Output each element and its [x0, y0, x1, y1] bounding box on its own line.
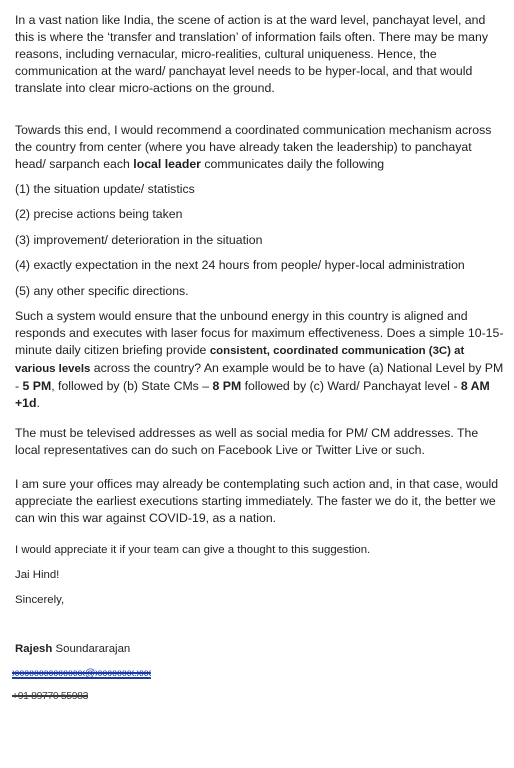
list-item: (2) precise actions being taken: [15, 207, 183, 221]
cm-time-bold: 8 PM: [212, 379, 242, 393]
three-c-bold: consistent, coordinated communication (3C) at various levels: [15, 345, 465, 375]
local-leader-bold: local leader: [133, 157, 201, 171]
paragraph-appreciation: I would appreciate it if your team can give a thought to this suggestion.: [15, 544, 371, 556]
recommendation-text-end: communicates daily the following: [200, 157, 385, 171]
system-text-4: followed by (c) Ward/ Panchayat level -: [241, 379, 461, 393]
system-text-5: .: [36, 396, 40, 410]
paragraph-offices: I am sure your offices may already be contemplating such action and, in that case, would appreciate the earliest executions starting immediately. The faster we do it, the better we can win this war against COVID-19, as a nation.: [15, 477, 499, 525]
list-item: (4) exactly expectation in the next 24 hours from people/ hyper-local administration: [15, 258, 465, 272]
system-text-1: Such a system would ensure that the unbound energy in this country is aligned and responds and executes with laser focus for maximum effectiveness. Does a simple 10-15-minute daily citizen briefing provide: [15, 309, 504, 357]
system-text-2: across the country? An example would be to have (a) National Level by PM -: [15, 361, 504, 393]
list-item: (5) any other specific directions.: [15, 284, 189, 298]
ward-time-bold: 8 AM +1d: [15, 379, 490, 410]
list-item: (3) improvement/ deterioration in the situation: [15, 233, 263, 247]
signature-name: [15, 641, 505, 658]
redacted-phone: +91 89770 55983: [12, 690, 89, 702]
system-text-3: , followed by (b) State CMs –: [51, 379, 213, 393]
signature-first-name: Rajesh: [15, 643, 53, 655]
redacted-email: xxxxxxxxxxxxxxx@xxxxxxxx.xxx: [12, 667, 151, 679]
pm-time-bold: 5 PM: [22, 379, 52, 393]
list-item: (1) the situation update/ statistics: [15, 182, 195, 196]
paragraph-recommendation: [15, 122, 505, 173]
paragraph-televised: The must be televised addresses as well as social media for PM/ CM addresses. The local representatives can do such on Facebook Live or Twitter Live or such.: [15, 426, 479, 457]
signature-last-name: Soundararajan: [52, 643, 131, 655]
sincerely-line: Sincerely,: [15, 594, 65, 606]
paragraph-ward-level: In a vast nation like India, the scene of action is at the ward level, panchayat level, and this is where the ‘transfer and translation’ of information fails often. There may be many reasons, including vernacular, micro-realities, cultural uniqueness. Hence, the communication at the ward/ panchayat level needs to be hyper-local, and that would translate into clear micro-actions on the ground.: [15, 13, 488, 95]
recommendation-text: Towards this end, I would recommend a coordinated communication mechanism across the country from center (where you have already taken the leadership) to panchayat head/ sarpanch each: [15, 123, 492, 171]
paragraph-system: [15, 308, 505, 412]
jai-hind-line: Jai Hind!: [15, 569, 60, 581]
